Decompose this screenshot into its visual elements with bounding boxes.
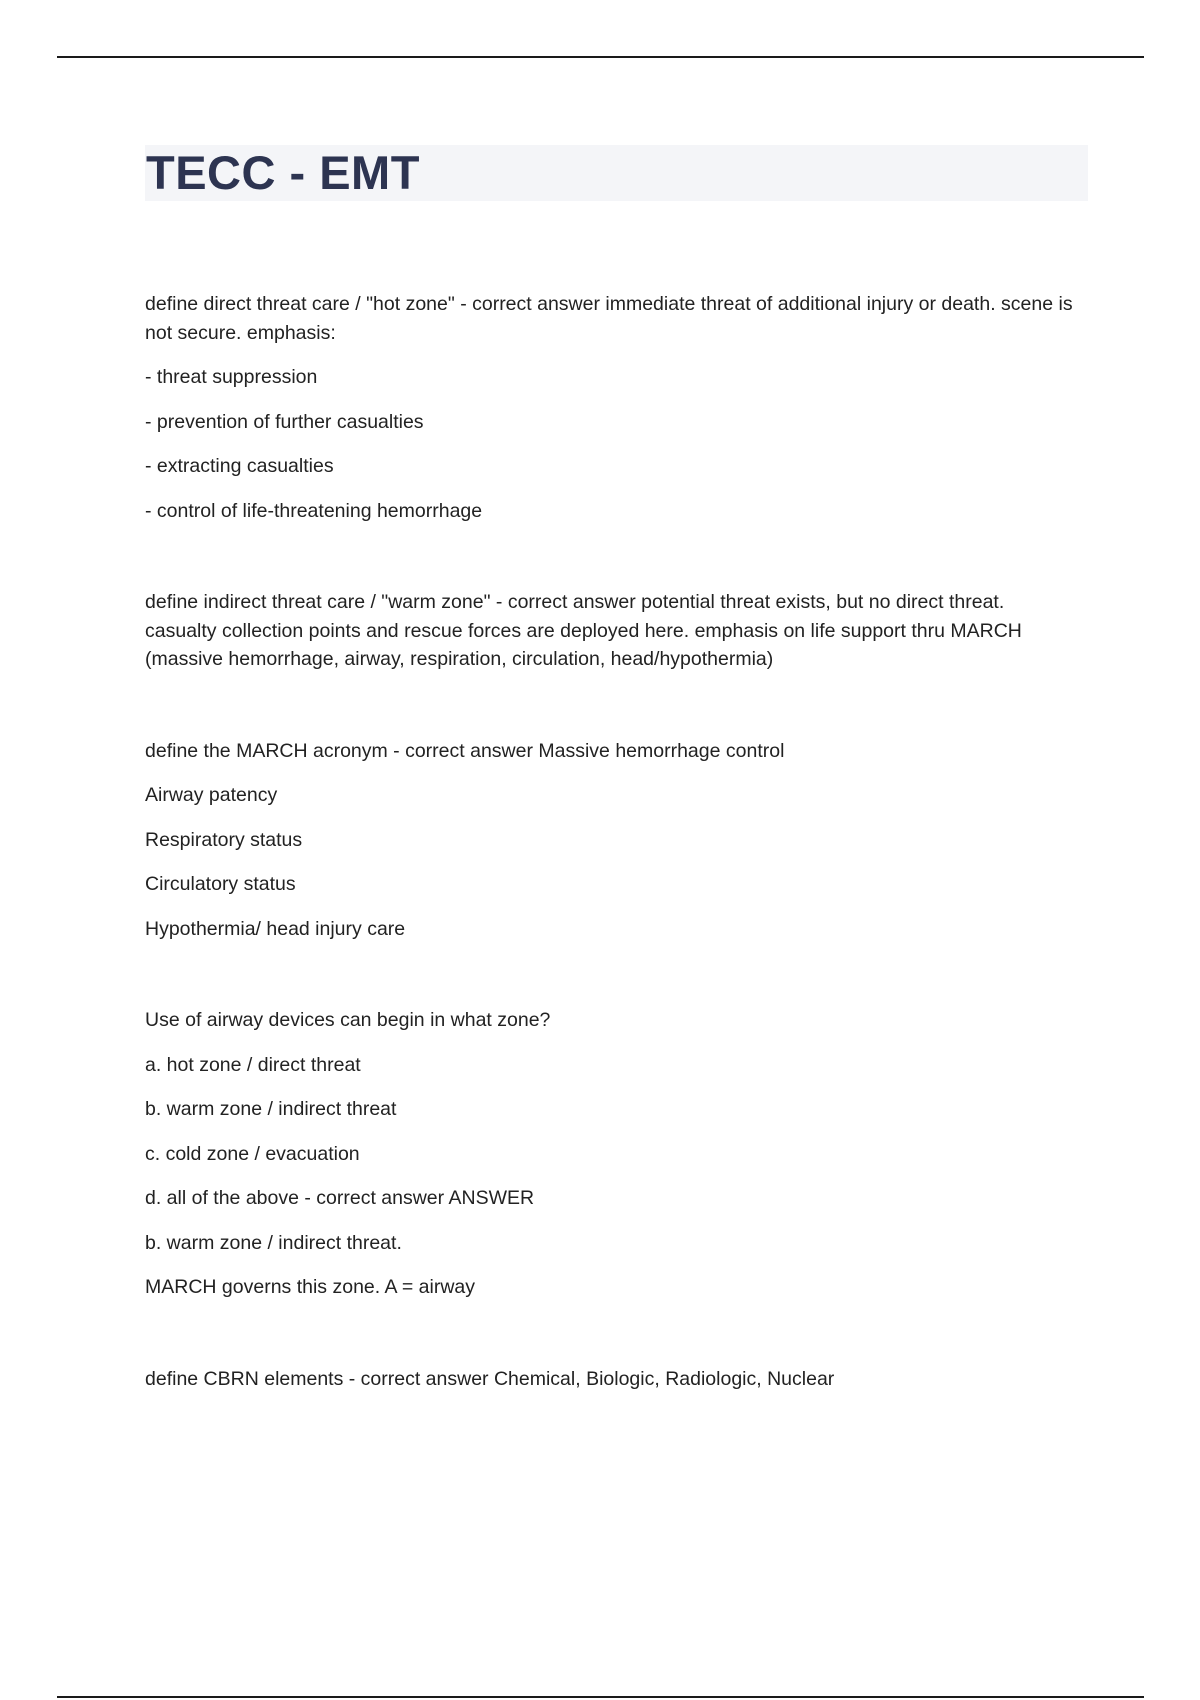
question-text: define indirect threat care / "warm zone" - correct answer potential threat exists, but no direct threat. casualty collection points and rescue forces are deployed here. emphasis on life support thru MARCH (massive hemorrhage, airway, respiration, circulation, head/hypothermia) bbox=[145, 591, 1022, 670]
list-item: Hypothermia/ head injury care bbox=[145, 917, 406, 940]
list-item: MARCH governs this zone. A = airway bbox=[145, 1276, 476, 1298]
list-item: Respiratory status bbox=[145, 828, 303, 851]
list-item: d. all of the above - correct answer ANSWER bbox=[145, 1187, 535, 1209]
qa-block-indirect-threat bbox=[145, 588, 1075, 674]
qa-block-airway-devices bbox=[145, 1006, 1075, 1302]
qa-block-cbrn bbox=[145, 1365, 1075, 1394]
qa-block-direct-threat bbox=[145, 290, 1075, 525]
list-item: - prevention of further casualties bbox=[145, 410, 424, 433]
list-item: a. hot zone / direct threat bbox=[145, 1053, 361, 1076]
list-item: - extracting casualties bbox=[145, 455, 334, 477]
list-item: - threat suppression bbox=[145, 366, 318, 388]
list-item: b. warm zone / indirect threat. bbox=[145, 1231, 402, 1254]
list-item: b. warm zone / indirect threat bbox=[145, 1098, 397, 1120]
document-body bbox=[145, 290, 1075, 1456]
question-text: define the MARCH acronym - correct answer Massive hemorrhage control bbox=[145, 739, 785, 762]
bottom-rule bbox=[57, 1696, 1144, 1698]
question-text: Use of airway devices can begin in what zone? bbox=[145, 1009, 551, 1031]
question-text: define CBRN elements - correct answer Chemical, Biologic, Radiologic, Nuclear bbox=[145, 1367, 835, 1390]
page-title: TECC - EMT bbox=[146, 146, 420, 199]
list-item: - control of life-threatening hemorrhage bbox=[145, 499, 483, 522]
question-text: define direct threat care / "hot zone" - correct answer immediate threat of additional injury or death. scene is not secure. emphasis: bbox=[145, 293, 1073, 344]
list-item: Circulatory status bbox=[145, 873, 296, 895]
list-item: Airway patency bbox=[145, 784, 278, 806]
qa-block-march bbox=[145, 737, 1075, 944]
top-rule bbox=[57, 56, 1144, 58]
list-item: c. cold zone / evacuation bbox=[145, 1142, 360, 1165]
